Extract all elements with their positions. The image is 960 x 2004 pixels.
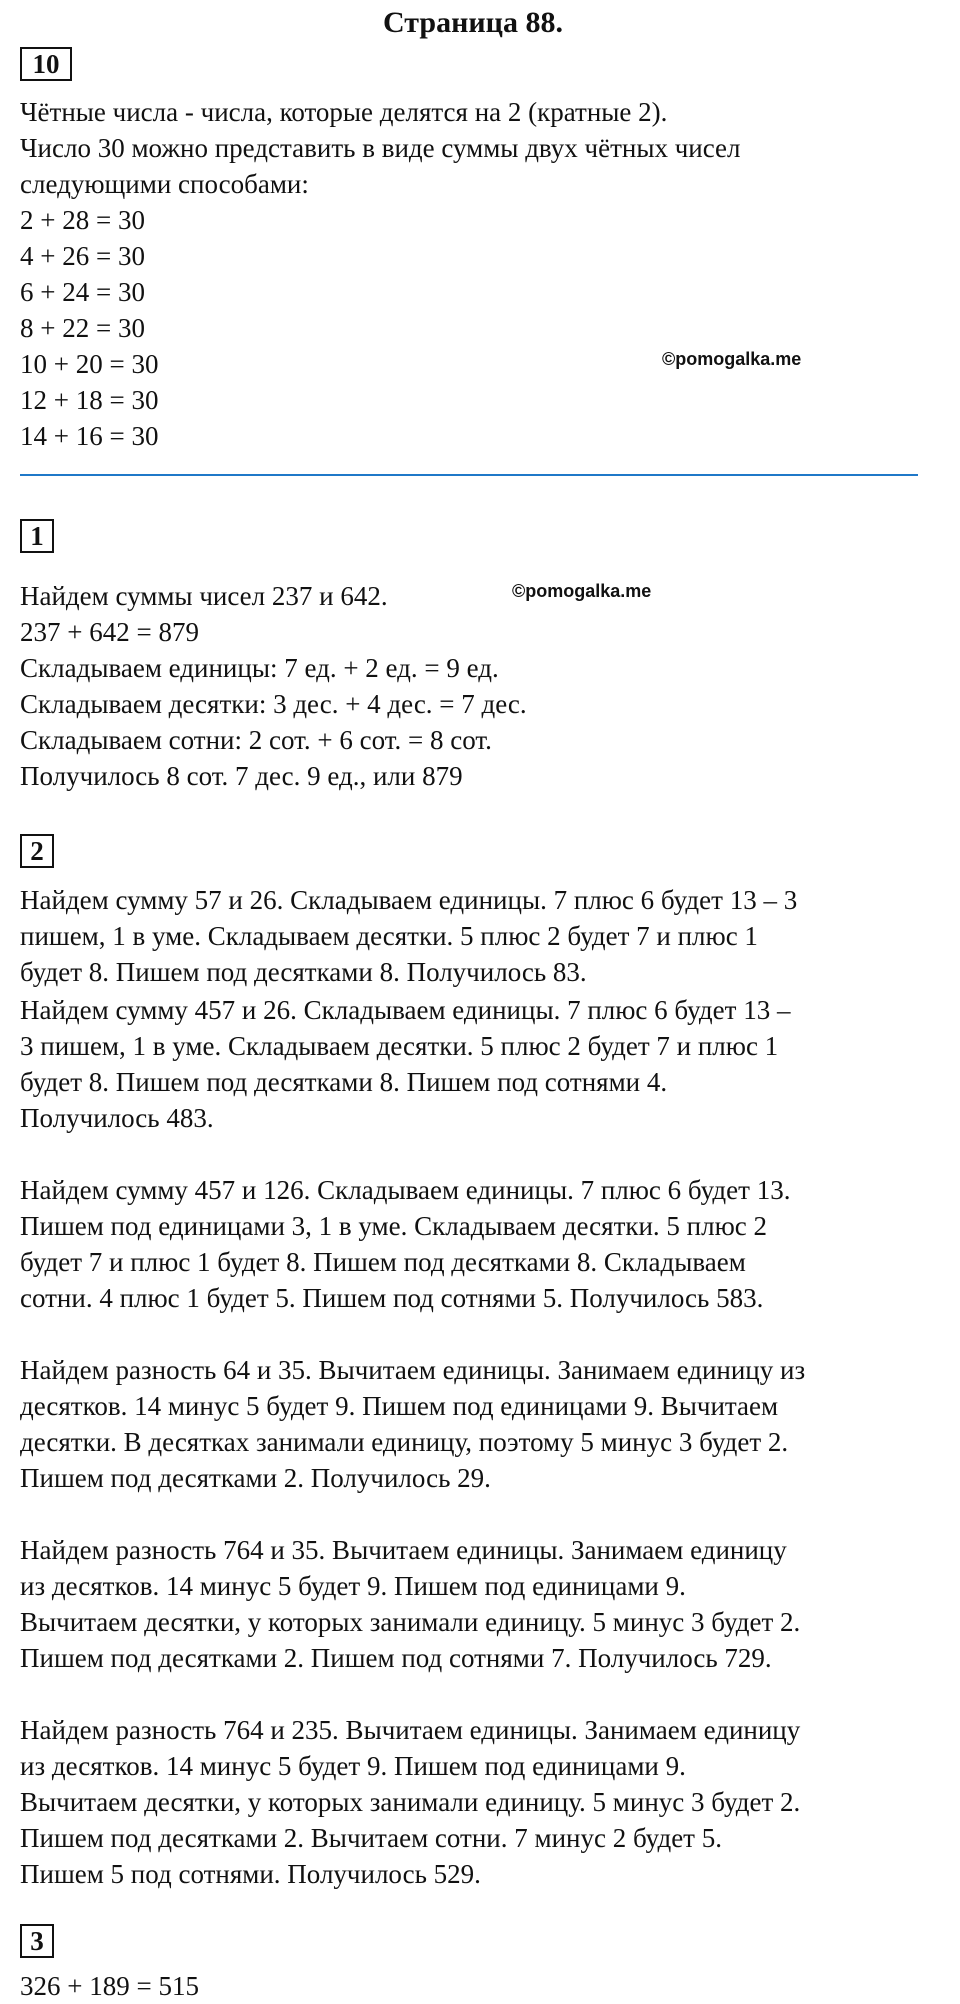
- equation-line: 8 + 22 = 30: [20, 313, 145, 343]
- text-line: Получилось 483.: [20, 1103, 214, 1133]
- text-line: десятков. 14 минус 5 будет 9. Пишем под единицами 9. Вычитаем: [20, 1391, 779, 1421]
- text-line: будет 8. Пишем под десятками 8. Получилось 83.: [20, 957, 587, 987]
- equation-line: 6 + 24 = 30: [20, 277, 145, 307]
- task-number-1: 1: [20, 519, 54, 553]
- text-line: Складываем сотни: 2 сот. + 6 сот. = 8 сот.: [20, 725, 492, 755]
- text-line: пишем, 1 в уме. Складываем десятки. 5 плюс 2 будет 7 и плюс 1: [20, 921, 758, 951]
- section-divider: [20, 474, 918, 476]
- text-line: Найдем сумму 457 и 126. Складываем единицы. 7 плюс 6 будет 13.: [20, 1175, 791, 1205]
- task-number-10: 10: [20, 47, 72, 81]
- text-line: следующими способами:: [20, 169, 309, 199]
- equation-line: 14 + 16 = 30: [20, 421, 159, 451]
- equation-line: 12 + 18 = 30: [20, 385, 159, 415]
- equation-line: 237 + 642 = 879: [20, 617, 199, 647]
- text-line: Пишем под десятками 2. Пишем под сотнями 7. Получилось 729.: [20, 1643, 772, 1673]
- task-number-2: 2: [20, 834, 54, 868]
- text-line: Число 30 можно представить в виде суммы двух чётных чисел: [20, 133, 741, 163]
- text-line: Найдем суммы чисел 237 и 642.: [20, 581, 388, 611]
- text-line: Вычитаем десятки, у которых занимали единицу. 5 минус 3 будет 2.: [20, 1787, 801, 1817]
- equation-line: 4 + 26 = 30: [20, 241, 145, 271]
- equation-line: 10 + 20 = 30: [20, 349, 159, 379]
- text-line: Пишем 5 под сотнями. Получилось 529.: [20, 1859, 481, 1889]
- text-line: Складываем единицы: 7 ед. + 2 ед. = 9 ед.: [20, 653, 499, 683]
- text-line: десятки. В десятках занимали единицу, поэтому 5 минус 3 будет 2.: [20, 1427, 789, 1457]
- text-line: Найдем сумму 457 и 26. Складываем единицы. 7 плюс 6 будет 13 –: [20, 995, 791, 1025]
- text-line: Найдем разность 764 и 235. Вычитаем единицы. Занимаем единицу: [20, 1715, 801, 1745]
- text-line: Найдем разность 764 и 35. Вычитаем единицы. Занимаем единицу: [20, 1535, 787, 1565]
- text-line: Вычитаем десятки, у которых занимали единицу. 5 минус 3 будет 2.: [20, 1607, 801, 1637]
- text-line: Найдем разность 64 и 35. Вычитаем единицы. Занимаем единицу из: [20, 1355, 806, 1385]
- text-line: из десятков. 14 минус 5 будет 9. Пишем под единицами 9.: [20, 1571, 686, 1601]
- text-line: из десятков. 14 минус 5 будет 9. Пишем под единицами 9.: [20, 1751, 686, 1781]
- text-line: будет 7 и плюс 1 будет 8. Пишем под десятками 8. Складываем: [20, 1247, 746, 1277]
- text-line: сотни. 4 плюс 1 будет 5. Пишем под сотнями 5. Получилось 583.: [20, 1283, 764, 1313]
- equation-line: 326 + 189 = 515: [20, 1971, 199, 2001]
- text-line: Найдем сумму 57 и 26. Складываем единицы. 7 плюс 6 будет 13 – 3: [20, 885, 798, 915]
- text-line: Пишем под десятками 2. Вычитаем сотни. 7 минус 2 будет 5.: [20, 1823, 722, 1853]
- text-line: Получилось 8 сот. 7 дес. 9 ед., или 879: [20, 761, 463, 791]
- text-line: Складываем десятки: 3 дес. + 4 дес. = 7 дес.: [20, 689, 527, 719]
- page-title: Страница 88.: [383, 6, 563, 39]
- text-line: Пишем под десятками 2. Получилось 29.: [20, 1463, 491, 1493]
- text-line: будет 8. Пишем под десятками 8. Пишем под сотнями 4.: [20, 1067, 668, 1097]
- text-line: Чётные числа - числа, которые делятся на 2 (кратные 2).: [20, 97, 668, 127]
- watermark: ©pomogalka.me: [512, 581, 652, 601]
- task-number-3: 3: [20, 1924, 54, 1958]
- text-line: Пишем под единицами 3, 1 в уме. Складываем десятки. 5 плюс 2: [20, 1211, 768, 1241]
- watermark: ©pomogalka.me: [662, 349, 802, 369]
- text-line: 3 пишем, 1 в уме. Складываем десятки. 5 плюс 2 будет 7 и плюс 1: [20, 1031, 779, 1061]
- equation-line: 2 + 28 = 30: [20, 205, 145, 235]
